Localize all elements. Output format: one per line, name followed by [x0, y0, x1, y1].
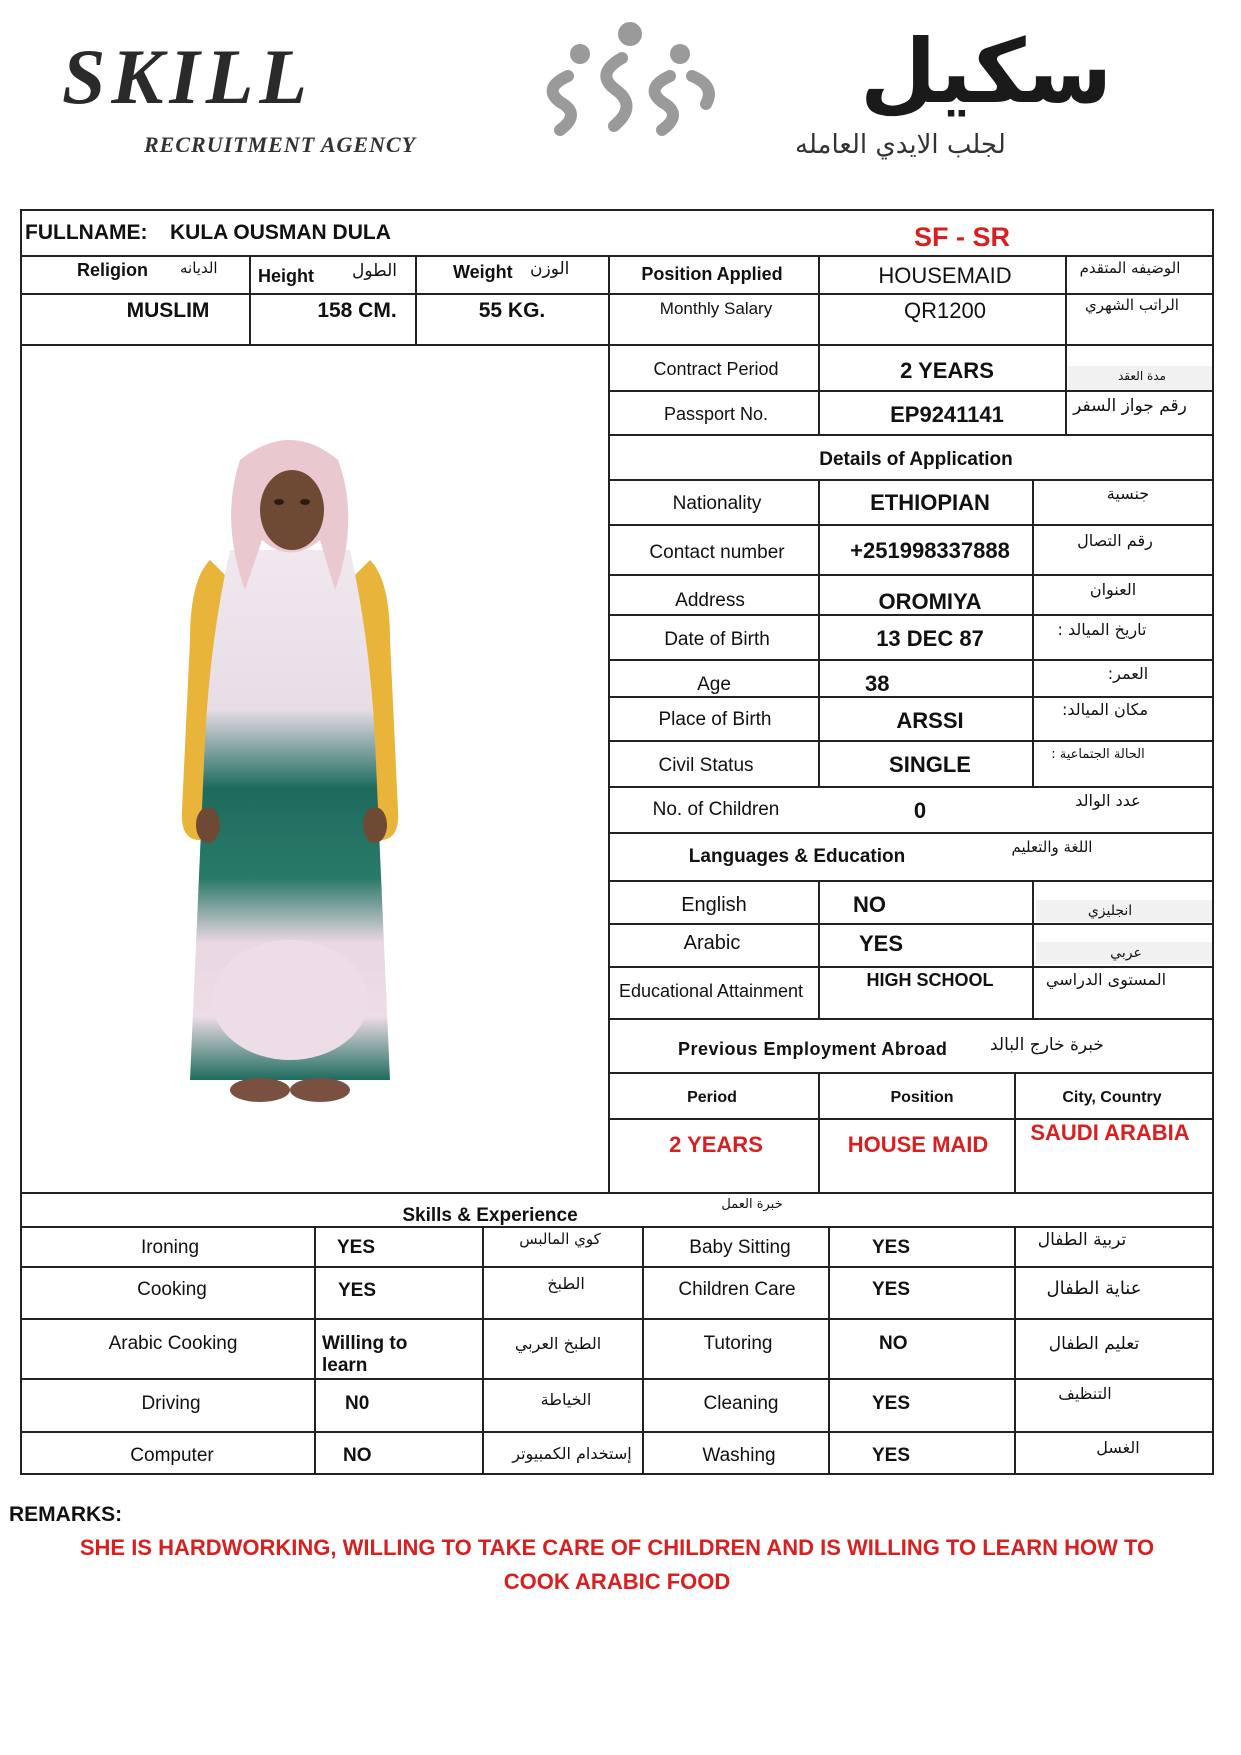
nationality-label-arabic: جنسية	[1106, 484, 1150, 503]
skill-washing-arabic: الغسل	[1096, 1438, 1140, 1457]
skill-driving-value: N0	[345, 1393, 370, 1414]
position-label: Position Applied	[641, 264, 783, 284]
contact-label-arabic: رقم التصال	[1077, 531, 1153, 550]
position-label-arabic: الوضيفه المتقدم	[1079, 259, 1181, 277]
contract-label-arabic: مدة العقد	[1118, 369, 1166, 383]
logo-subtitle: RECRUITMENT AGENCY	[144, 132, 417, 157]
skill-babysitting-arabic: تربية الطفال	[1037, 1230, 1127, 1250]
logo-arabic-subtitle: لجلب الايدي العامله	[795, 130, 1006, 160]
birthplace-label-arabic: مكان الميالد:	[1061, 700, 1149, 719]
religion-value: MUSLIM	[126, 299, 210, 322]
skill-cleaning-label: Cleaning	[703, 1393, 779, 1414]
skill-babysitting-value: YES	[872, 1237, 911, 1258]
address-label: Address	[675, 590, 745, 611]
period-header: Period	[687, 1089, 737, 1106]
remarks-label: REMARKS:	[9, 1503, 123, 1526]
reference-code: SF - SR	[913, 222, 1011, 252]
education-label-arabic: المستوى الدراسي	[1045, 970, 1167, 989]
skill-tutoring-arabic: تعليم الطفال	[1048, 1334, 1140, 1354]
salary-label: Monthly Salary	[659, 299, 773, 318]
height-value: 158 CM.	[317, 299, 397, 322]
english-value: NO	[853, 892, 886, 917]
skill-cooking-value: YES	[338, 1280, 377, 1301]
skill-childcare-value: YES	[872, 1279, 911, 1300]
skill-childcare-arabic: عناية الطفال	[1046, 1278, 1142, 1299]
birthplace-label: Place of Birth	[658, 709, 772, 730]
skill-babysitting-label: Baby Sitting	[689, 1237, 791, 1258]
civil-status-value: SINGLE	[889, 752, 971, 777]
skill-cleaning-arabic: التنظيف	[1058, 1384, 1112, 1403]
age-label-arabic: العمر:	[1107, 664, 1149, 683]
address-value: OROMIYA	[878, 589, 982, 614]
contract-value: 2 YEARS	[900, 358, 994, 383]
arabic-label: Arabic	[683, 932, 741, 954]
remarks-line-2: COOK ARABIC FOOD	[503, 1569, 731, 1594]
skills-title: Skills & Experience	[402, 1205, 578, 1226]
religion-label-arabic: الديانه	[180, 259, 218, 277]
people-logo-icon	[530, 14, 730, 139]
english-label: English	[681, 894, 747, 916]
remarks-line-1: SHE IS HARDWORKING, WILLING TO TAKE CARE OF CHILDREN AND IS WILLING TO LEARN HOW TO	[79, 1535, 1155, 1560]
skill-computer-arabic: إستخدام الكمبيوتر	[512, 1444, 632, 1463]
children-label: No. of Children	[652, 799, 780, 820]
age-value: 38	[865, 671, 890, 696]
skill-tutoring-label: Tutoring	[703, 1333, 773, 1354]
skill-computer-value: NO	[343, 1445, 372, 1466]
arabic-value: YES	[859, 931, 904, 956]
nationality-label: Nationality	[672, 493, 762, 514]
employment-period: 2 YEARS	[669, 1132, 763, 1157]
skill-ironing-arabic: كوي المالبس	[519, 1230, 601, 1248]
weight-label: Weight	[453, 262, 513, 282]
employment-position: HOUSE MAID	[847, 1132, 989, 1157]
contact-label: Contact number	[649, 542, 785, 563]
weight-value: 55 KG.	[478, 299, 546, 322]
employment-city: SAUDI ARABIA	[1030, 1120, 1190, 1145]
height-label: Height	[258, 266, 314, 286]
languages-title: Languages & Education	[688, 846, 906, 867]
skill-arabic-cooking-value: Willing to learn	[322, 1333, 408, 1376]
fullname-value: KULA OUSMAN DULA	[170, 221, 391, 244]
skill-cooking-label: Cooking	[137, 1279, 207, 1300]
dob-value: 13 DEC 87	[876, 626, 984, 651]
height-label-arabic: الطول	[352, 261, 397, 281]
skill-arabic-cooking-label: Arabic Cooking	[108, 1333, 238, 1354]
address-label-arabic: العنوان	[1089, 580, 1137, 599]
weight-label-arabic: الوزن	[530, 259, 570, 279]
education-label: Educational Attainment	[618, 981, 804, 1001]
english-label-arabic: انجليزي	[1087, 903, 1133, 919]
skill-cleaning-value: YES	[872, 1393, 911, 1414]
languages-title-arabic: اللغة والتعليم	[1011, 838, 1093, 856]
nationality-value: ETHIOPIAN	[870, 490, 990, 515]
skill-ironing-label: Ironing	[140, 1237, 200, 1258]
skill-cooking-arabic: الطبخ	[547, 1274, 585, 1293]
applicant-photo	[170, 440, 410, 1125]
arabic-label-arabic: عربي	[1110, 945, 1142, 961]
salary-value: QR1200	[904, 298, 986, 323]
logo-word: SKILL	[62, 33, 314, 120]
position-value: HOUSEMAID	[878, 263, 1012, 288]
civil-status-label: Civil Status	[658, 755, 754, 776]
position-header: Position	[890, 1089, 954, 1106]
city-header: City, Country	[1062, 1089, 1162, 1106]
children-value: 0	[913, 798, 927, 823]
skill-driving-label: Driving	[141, 1393, 201, 1414]
skill-ironing-value: YES	[337, 1237, 376, 1258]
skill-washing-label: Washing	[702, 1445, 776, 1466]
skill-childcare-label: Children Care	[678, 1279, 796, 1300]
skills-title-arabic: خبرة العمل	[721, 1197, 783, 1212]
details-title: Details of Application	[819, 449, 1013, 470]
skill-washing-value: YES	[872, 1445, 911, 1466]
contract-label: Contract Period	[653, 359, 779, 379]
skill-driving-arabic: الخياطة	[540, 1390, 592, 1409]
education-value: HIGH SCHOOL	[866, 970, 994, 990]
age-label: Age	[697, 674, 731, 695]
skill-computer-label: Computer	[130, 1445, 214, 1466]
birthplace-value: ARSSI	[896, 708, 964, 733]
skill-tutoring-value: NO	[879, 1333, 908, 1354]
logo-arabic: سكيل	[860, 20, 1113, 123]
contact-value: +251998337888	[850, 538, 1010, 563]
employment-title: Previous Employment Abroad	[678, 1039, 948, 1059]
skill-arabic-cooking-arabic: الطبخ العربي	[514, 1334, 602, 1353]
employment-title-arabic: خبرة خارج البالد	[990, 1035, 1104, 1055]
civil-status-label-arabic: الحالة الجتماعية :	[1051, 747, 1145, 762]
salary-label-arabic: الراتب الشهري	[1085, 296, 1179, 314]
dob-label-arabic: تاريخ الميالد :	[1057, 620, 1147, 639]
fullname-label: FULLNAME:	[25, 221, 148, 244]
passport-label-arabic: رقم جواز السفر	[1073, 396, 1187, 416]
religion-label: Religion	[77, 260, 148, 280]
passport-value: EP9241141	[890, 402, 1004, 427]
dob-label: Date of Birth	[664, 629, 770, 650]
children-label-arabic: عدد الوالد	[1075, 791, 1141, 810]
passport-label: Passport No.	[663, 404, 769, 424]
